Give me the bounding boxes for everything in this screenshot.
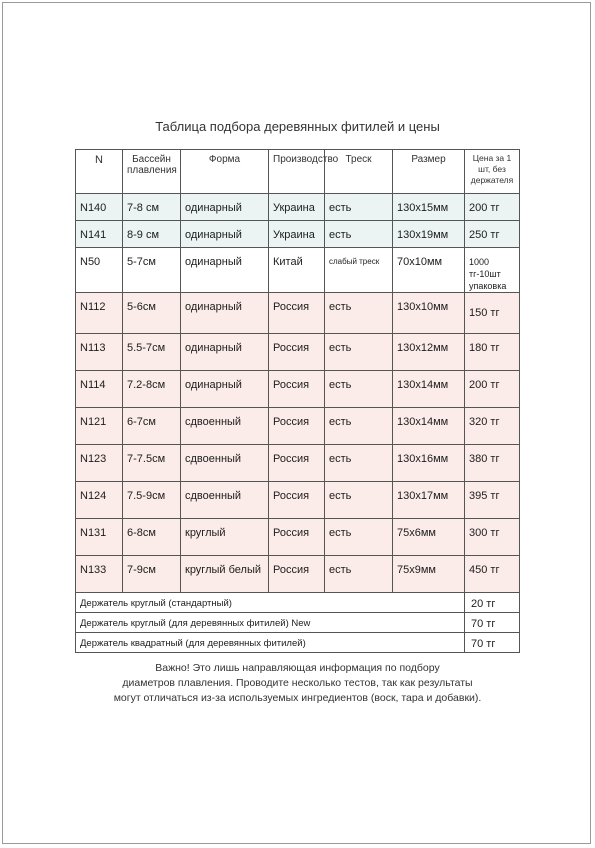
cell-producer: Россия — [269, 371, 325, 408]
header-shape: Форма — [181, 150, 269, 194]
cell-size: 130х19мм — [393, 221, 465, 248]
header-size: Размер — [393, 150, 465, 194]
cell-producer: Украина — [269, 194, 325, 221]
cell-price: 180 тг — [465, 334, 520, 371]
cell-producer: Россия — [269, 408, 325, 445]
cell-price: 1000 тг-10шт упаковка — [465, 248, 520, 293]
cell-crackle: есть — [325, 556, 393, 593]
table-header-row — [76, 150, 520, 194]
table-row — [76, 293, 520, 334]
footnote — [0, 661, 595, 706]
cell-crackle: есть — [325, 371, 393, 408]
cell-crackle: есть — [325, 519, 393, 556]
cell-n: N141 — [76, 221, 123, 248]
cell-shape: одинарный — [181, 334, 269, 371]
cell-price: 200 тг — [465, 371, 520, 408]
cell-crackle: есть — [325, 334, 393, 371]
cell-price: 300 тг — [465, 519, 520, 556]
cell-size: 130х10мм — [393, 293, 465, 334]
holder-row — [76, 633, 520, 653]
cell-n: N133 — [76, 556, 123, 593]
cell-n: N112 — [76, 293, 123, 334]
cell-producer: Россия — [269, 334, 325, 371]
cell-producer: Россия — [269, 519, 325, 556]
holder-price: 20 тг — [465, 593, 520, 613]
cell-shape: одинарный — [181, 248, 269, 293]
cell-shape: сдвоенный — [181, 482, 269, 519]
cell-producer: Россия — [269, 293, 325, 334]
cell-shape: одинарный — [181, 194, 269, 221]
cell-size: 75х9мм — [393, 556, 465, 593]
cell-n: N123 — [76, 445, 123, 482]
cell-pool: 7.5-9см — [123, 482, 181, 519]
cell-shape: круглый белый — [181, 556, 269, 593]
cell-n: N121 — [76, 408, 123, 445]
holder-price: 70 тг — [465, 633, 520, 653]
cell-size: 130х12мм — [393, 334, 465, 371]
cell-n: N124 — [76, 482, 123, 519]
header-pool: Бассейн плавления — [123, 150, 181, 194]
header-n: N — [76, 150, 123, 194]
holder-row — [76, 613, 520, 633]
cell-size: 130х17мм — [393, 482, 465, 519]
holder-label: Держатель круглый (для деревянных фитилей) New — [76, 613, 465, 633]
table-row — [76, 445, 520, 482]
cell-price: 250 тг — [465, 221, 520, 248]
table-row — [76, 482, 520, 519]
cell-n: N140 — [76, 194, 123, 221]
cell-producer: Россия — [269, 556, 325, 593]
cell-price: 320 тг — [465, 408, 520, 445]
cell-price: 450 тг — [465, 556, 520, 593]
cell-shape: одинарный — [181, 221, 269, 248]
cell-shape: круглый — [181, 519, 269, 556]
holder-row — [76, 593, 520, 613]
cell-price: 395 тг — [465, 482, 520, 519]
wick-selection-table — [75, 149, 520, 653]
cell-price: 150 тг — [465, 293, 520, 334]
cell-n: N131 — [76, 519, 123, 556]
table-row — [76, 221, 520, 248]
cell-size: 130х14мм — [393, 408, 465, 445]
cell-pool: 7-9см — [123, 556, 181, 593]
footnote-line: Важно! Это лишь направляющая информация по подбору — [155, 662, 440, 674]
holder-label: Держатель круглый (стандартный) — [76, 593, 465, 613]
cell-size: 75х6мм — [393, 519, 465, 556]
cell-price: 200 тг — [465, 194, 520, 221]
cell-pool: 5-7см — [123, 248, 181, 293]
cell-producer: Украина — [269, 221, 325, 248]
cell-size: 130х14мм — [393, 371, 465, 408]
cell-crackle: есть — [325, 445, 393, 482]
table-row — [76, 194, 520, 221]
header-producer: Производство — [269, 150, 325, 194]
cell-n: N113 — [76, 334, 123, 371]
cell-shape: одинарный — [181, 371, 269, 408]
cell-crackle: есть — [325, 482, 393, 519]
table-row — [76, 408, 520, 445]
cell-producer: Китай — [269, 248, 325, 293]
cell-pool: 6-8см — [123, 519, 181, 556]
table-row — [76, 334, 520, 371]
cell-producer: Россия — [269, 482, 325, 519]
cell-shape: сдвоенный — [181, 408, 269, 445]
cell-size: 70х10мм — [393, 248, 465, 293]
cell-shape: одинарный — [181, 293, 269, 334]
cell-pool: 7.2-8см — [123, 371, 181, 408]
cell-shape: сдвоенный — [181, 445, 269, 482]
table-row — [76, 519, 520, 556]
header-price: Цена за 1 шт, без держателя — [465, 150, 520, 194]
cell-crackle: есть — [325, 194, 393, 221]
cell-crackle: есть — [325, 221, 393, 248]
table-row — [76, 556, 520, 593]
holder-label: Держатель квадратный (для деревянных фитилей) — [76, 633, 465, 653]
holder-price: 70 тг — [465, 613, 520, 633]
cell-n: N50 — [76, 248, 123, 293]
table-row — [76, 371, 520, 408]
cell-pool: 7-7.5см — [123, 445, 181, 482]
page-title: Таблица подбора деревянных фитилей и цены — [155, 119, 440, 134]
cell-pool: 8-9 см — [123, 221, 181, 248]
cell-crackle: есть — [325, 293, 393, 334]
cell-pool: 6-7см — [123, 408, 181, 445]
footnote-line: могут отличаться из-за используемых ингредиентов (воск, тара и добавки). — [113, 692, 482, 704]
cell-size: 130х15мм — [393, 194, 465, 221]
cell-pool: 5.5-7см — [123, 334, 181, 371]
cell-crackle: слабый треск — [325, 248, 393, 293]
header-crackle: Треск — [325, 150, 393, 194]
cell-crackle: есть — [325, 408, 393, 445]
cell-n: N114 — [76, 371, 123, 408]
table-row — [76, 248, 520, 293]
cell-producer: Россия — [269, 445, 325, 482]
cell-pool: 7-8 см — [123, 194, 181, 221]
footnote-line: диаметров плавления. Проводите несколько тестов, так как результаты — [122, 677, 473, 689]
cell-pool: 5-6см — [123, 293, 181, 334]
cell-size: 130х16мм — [393, 445, 465, 482]
cell-price: 380 тг — [465, 445, 520, 482]
